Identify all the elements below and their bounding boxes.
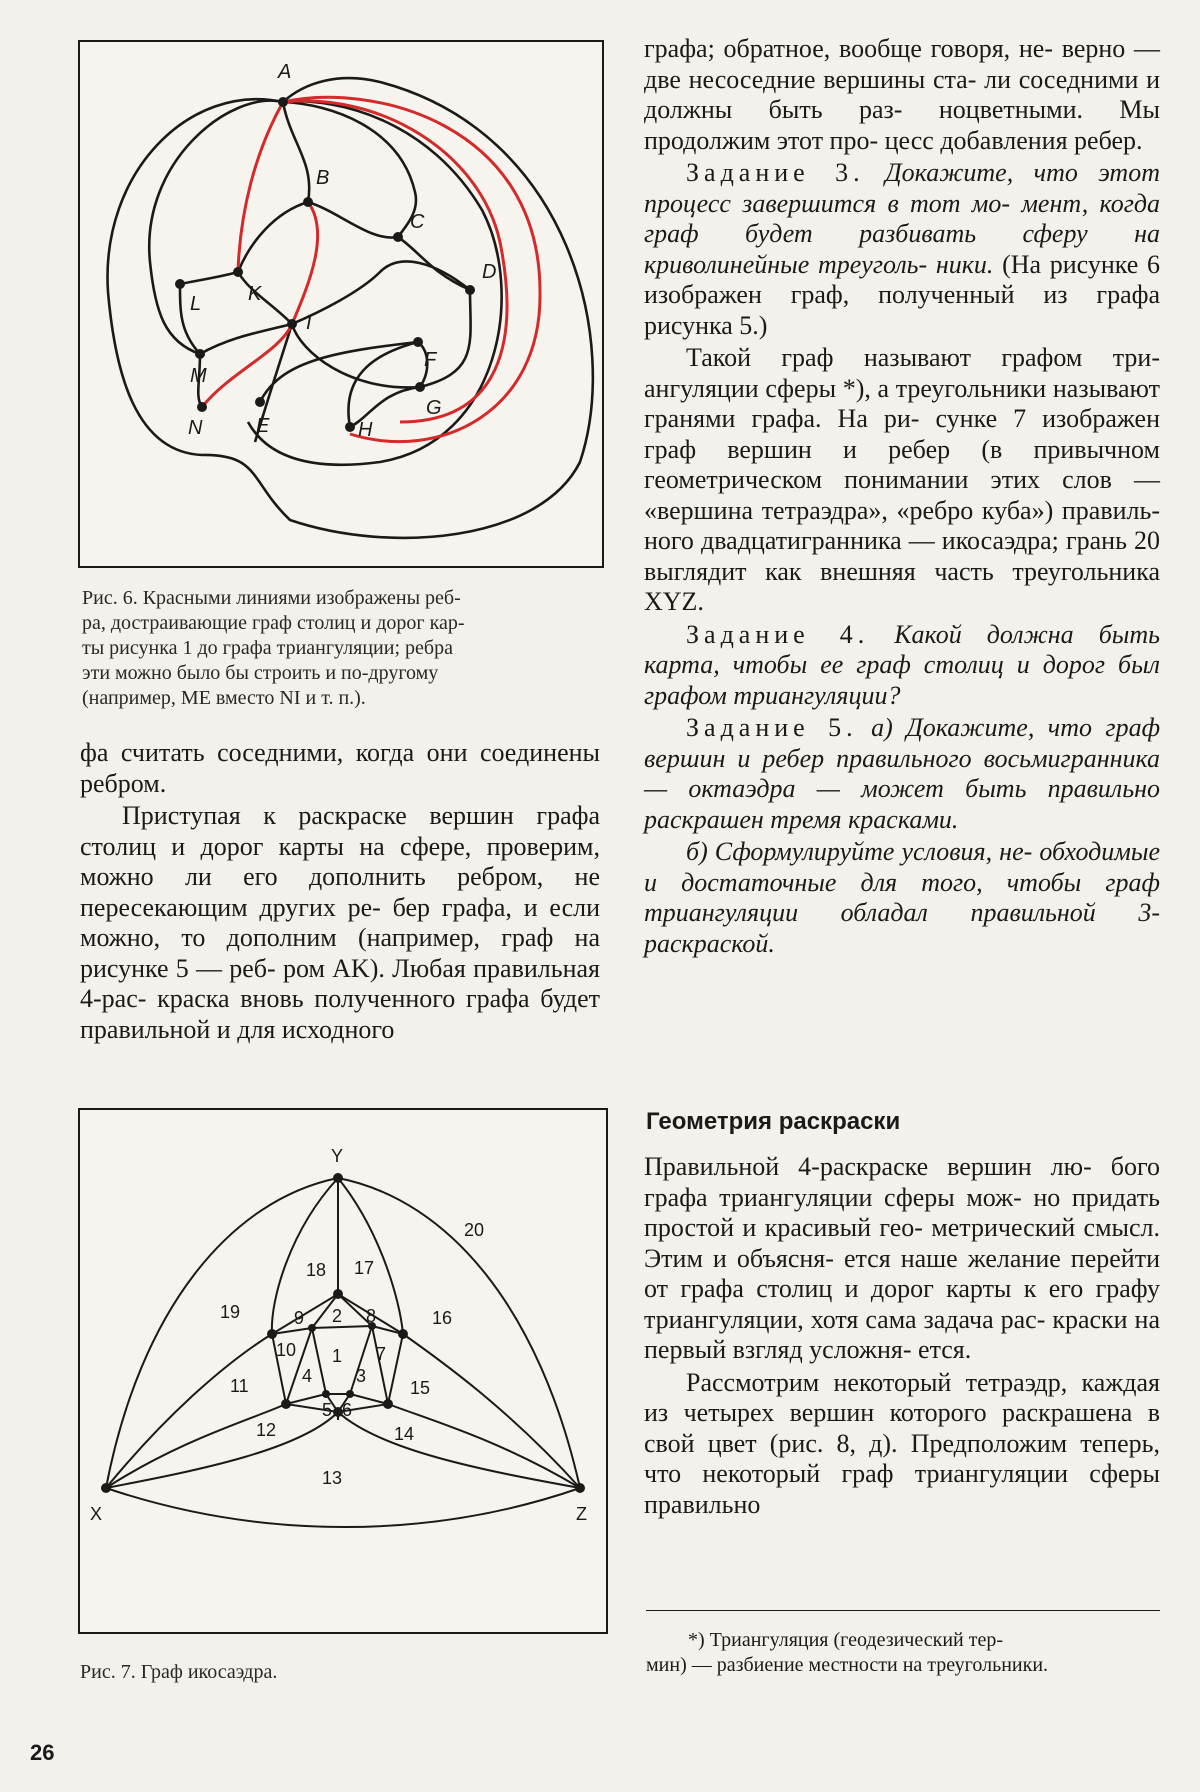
- face-10: 10: [276, 1340, 297, 1360]
- task-4-label: Задание 4.: [686, 619, 870, 649]
- face-20: 20: [464, 1220, 485, 1240]
- label-G: G: [426, 397, 442, 419]
- left-paragraph-2: Приступая к раскраске вершин графа столиц и дорог карты на сфере, проверим, можно ли его дополнить ребром, не пересекающим других ре- бер графа, и если можно, то дополним (например, граф на рисунке 5 — реб- ром AK). Любая правильная 4-рас- краска вновь полученного графа будет правильной и для исходного: [80, 801, 601, 1044]
- right-paragraph-1: графа; обратное, вообще говоря, не- верно — две несоседние вершины ста- ли соседними и должны быть раз- ноцветными. Мы продолжим этот про- цесс добавления ребер.: [644, 34, 1161, 155]
- label-A: A: [278, 61, 292, 83]
- face-4: 4: [302, 1366, 313, 1386]
- face-12: 12: [256, 1420, 277, 1440]
- face-2: 2: [332, 1306, 343, 1326]
- task-3: Задание 3. Докажите, что этот процесс завершится в тот мо- мент, когда граф будет разбивать сферу на криволинейные треуголь- ники. (На рисунке 6 изображен граф, полученный из графа рисунка 5.): [644, 158, 1160, 340]
- task-5-label: Задание 5.: [686, 713, 858, 742]
- fig7-vertex-dots: [101, 1173, 585, 1493]
- face-14: 14: [394, 1424, 415, 1444]
- face-13: 13: [322, 1468, 343, 1488]
- label-Z: Z: [576, 1504, 587, 1524]
- label-E: E: [256, 415, 270, 437]
- label-D: D: [482, 261, 497, 283]
- fig6-black-edges: [108, 78, 593, 538]
- face-19: 19: [220, 1302, 241, 1322]
- label-C: C: [410, 211, 425, 233]
- fig6-vertex-labels: [188, 61, 496, 441]
- face-1: 1: [332, 1346, 343, 1366]
- face-17: 17: [354, 1258, 375, 1278]
- label-M: M: [190, 365, 207, 387]
- label-H: H: [358, 419, 373, 441]
- face-18: 18: [306, 1260, 327, 1280]
- task-3-label: Задание 3.: [686, 158, 865, 187]
- task-5b: б) Сформулируйте условия, не- обходимые и достаточные для того, чтобы граф триангуляции обладал правильной 3-раскраской.: [644, 837, 1161, 958]
- label-K: K: [248, 283, 262, 305]
- right-column-text-top: [644, 34, 1160, 959]
- face-11: 11: [230, 1376, 249, 1396]
- figure-6: [78, 40, 604, 568]
- label-F: F: [424, 349, 437, 371]
- footnote-rule: [646, 1610, 1160, 1611]
- face-15: 15: [410, 1378, 431, 1398]
- face-16: 16: [432, 1308, 453, 1328]
- label-I: I: [306, 312, 312, 334]
- footnote: *) Триангуляция (геодезический тер- мин) — разбиение местности на треугольники.: [646, 1629, 1049, 1676]
- right-column-text-bottom: [644, 1152, 1160, 1520]
- face-5: 5: [322, 1400, 333, 1420]
- left-paragraph-1: фа считать соседними, когда они соединены ребром.: [80, 738, 600, 798]
- face-3: 3: [356, 1366, 367, 1386]
- left-column-text: [80, 738, 600, 1045]
- figure-6-caption: Рис. 6. Красными линиями изображены реб- ра, достраивающие граф столиц и дорог кар- ты рисунка 1 до графа триангуляции; ребра эти можно было бы строить и по-другому (например, ME вместо NI и т. п.).: [82, 587, 465, 709]
- label-Y: Y: [331, 1146, 344, 1166]
- section-heading: Геометрия раскраски: [646, 1108, 901, 1135]
- figure-6-graph: [80, 42, 602, 566]
- face-7: 7: [376, 1344, 387, 1364]
- face-8: 8: [366, 1306, 377, 1326]
- label-X: X: [90, 1504, 103, 1524]
- fig7-edges: [106, 1178, 580, 1527]
- task-5: Задание 5. а) Докажите, что граф вершин и ребер правильного восьмигранника — октаэдра — может быть правильно раскрашен тремя красками.: [644, 713, 1161, 834]
- face-9: 9: [294, 1308, 305, 1328]
- figure-7-graph: [80, 1110, 606, 1632]
- task-4: Задание 4. Какой должна быть карта, чтобы ее граф столиц и дорог был графом триангуляции?: [644, 619, 1161, 710]
- page-number: 26: [30, 1740, 55, 1765]
- right-paragraph-4: Рассмотрим некоторый тетраэдр, каждая из четырех вершин которого раскрашена в свой цвет (рис. 8, д). Предположим теперь, что некоторый граф триангуляции сферы правильно: [644, 1367, 1160, 1519]
- label-N: N: [188, 417, 203, 439]
- face-6: 6: [342, 1400, 353, 1420]
- label-L: L: [190, 293, 202, 315]
- right-paragraph-3: Правильной 4-раскраске вершин лю- бого графа триангуляции сферы мож- но придать простой и красивый гео- метрический смысл. Этим и объясня- ется наше желание перейти от графа столиц и дорог карты к его графу триангуляции, хотя сама задача рас- краски на первый взгляд усложня- ется.: [644, 1152, 1161, 1364]
- figure-7: [78, 1108, 608, 1634]
- right-paragraph-2: Такой граф называют графом три- ангуляции сферы *), а треугольники называют гранями графа. На ри- сунке 7 изображен граф вершин и ребер (в привычном геометрическом понимании этих слов — «вершина тетраэдра», «ребро куба») правиль- ного двадцатигранника — икосаэдра; грань 20 выглядит как внешняя часть треугольника XYZ.: [644, 343, 1160, 616]
- fig7-face-labels: [220, 1220, 484, 1488]
- label-B: B: [316, 167, 330, 189]
- figure-7-caption: Рис. 7. Граф икосаэдра.: [80, 1661, 278, 1683]
